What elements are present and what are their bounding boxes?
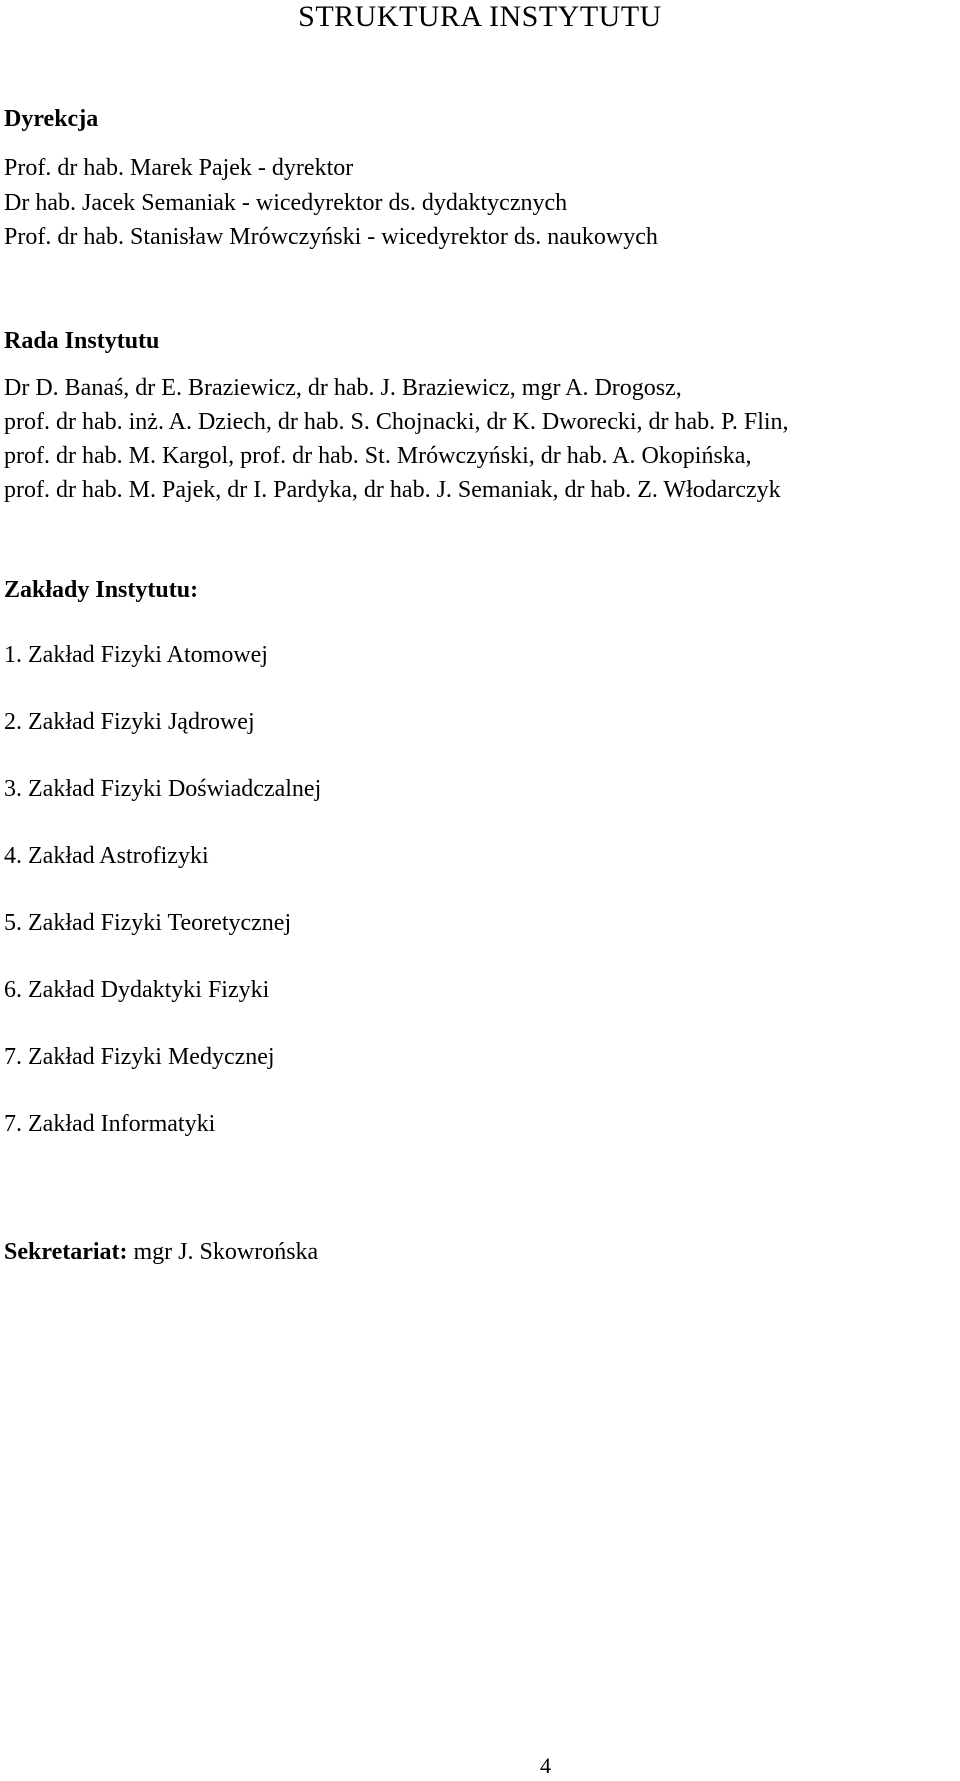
council-members-line: prof. dr hab. inż. A. Dziech, dr hab. S. Chojnacki, dr K. Dworecki, dr hab. P. Flin,: [4, 409, 789, 435]
secretariat-line: [4, 1237, 944, 1267]
directorate-heading: Dyrekcja: [4, 106, 99, 132]
directorate-member: Prof. dr hab. Marek Pajek - dyrektor: [4, 155, 354, 181]
secretariat-label: Sekretariat:: [4, 1239, 128, 1265]
departments-list: [4, 638, 944, 1174]
directorate-section: [4, 104, 944, 134]
departments-heading: Zakłady Instytutu:: [4, 577, 199, 603]
page-number: 4: [540, 1753, 551, 1778]
council-members-line: prof. dr hab. M. Kargol, prof. dr hab. St. Mrówczyński, dr hab. A. Okopińska,: [4, 443, 752, 469]
department-item: 7. Zakład Informatyki: [4, 1111, 216, 1137]
department-item: 2. Zakład Fizyki Jądrowej: [4, 709, 255, 735]
department-item: 1. Zakład Fizyki Atomowej: [4, 642, 268, 668]
council-section: [4, 326, 944, 356]
page-title: STRUKTURA INSTYTUTU: [298, 0, 662, 33]
department-item: 6. Zakład Dydaktyki Fizyki: [4, 977, 270, 1003]
secretariat-value: mgr J. Skowrońska: [133, 1239, 319, 1265]
council-members: [4, 371, 944, 507]
department-item: 5. Zakład Fizyki Teoretycznej: [4, 910, 292, 936]
secretariat-section: [4, 1237, 944, 1267]
directorate-member: Prof. dr hab. Stanisław Mrówczyński - wicedyrektor ds. naukowych: [4, 224, 658, 250]
council-members-line: Dr D. Banaś, dr E. Braziewicz, dr hab. J. Braziewicz, mgr A. Drogosz,: [4, 375, 682, 401]
directorate-members: [4, 151, 944, 255]
departments-section: [4, 575, 944, 605]
directorate-member: Dr hab. Jacek Semaniak - wicedyrektor ds. dydaktycznych: [4, 189, 568, 216]
council-heading: Rada Instytutu: [4, 328, 160, 354]
departments-list-container: [4, 638, 944, 1174]
department-item: 3. Zakład Fizyki Doświadczalnej: [4, 776, 322, 802]
council-members-line: prof. dr hab. M. Pajek, dr I. Pardyka, dr hab. J. Semaniak, dr hab. Z. Włodarczyk: [4, 477, 781, 503]
department-item: 4. Zakład Astrofizyki: [4, 843, 209, 869]
department-item: 7. Zakład Fizyki Medycznej: [4, 1044, 275, 1070]
